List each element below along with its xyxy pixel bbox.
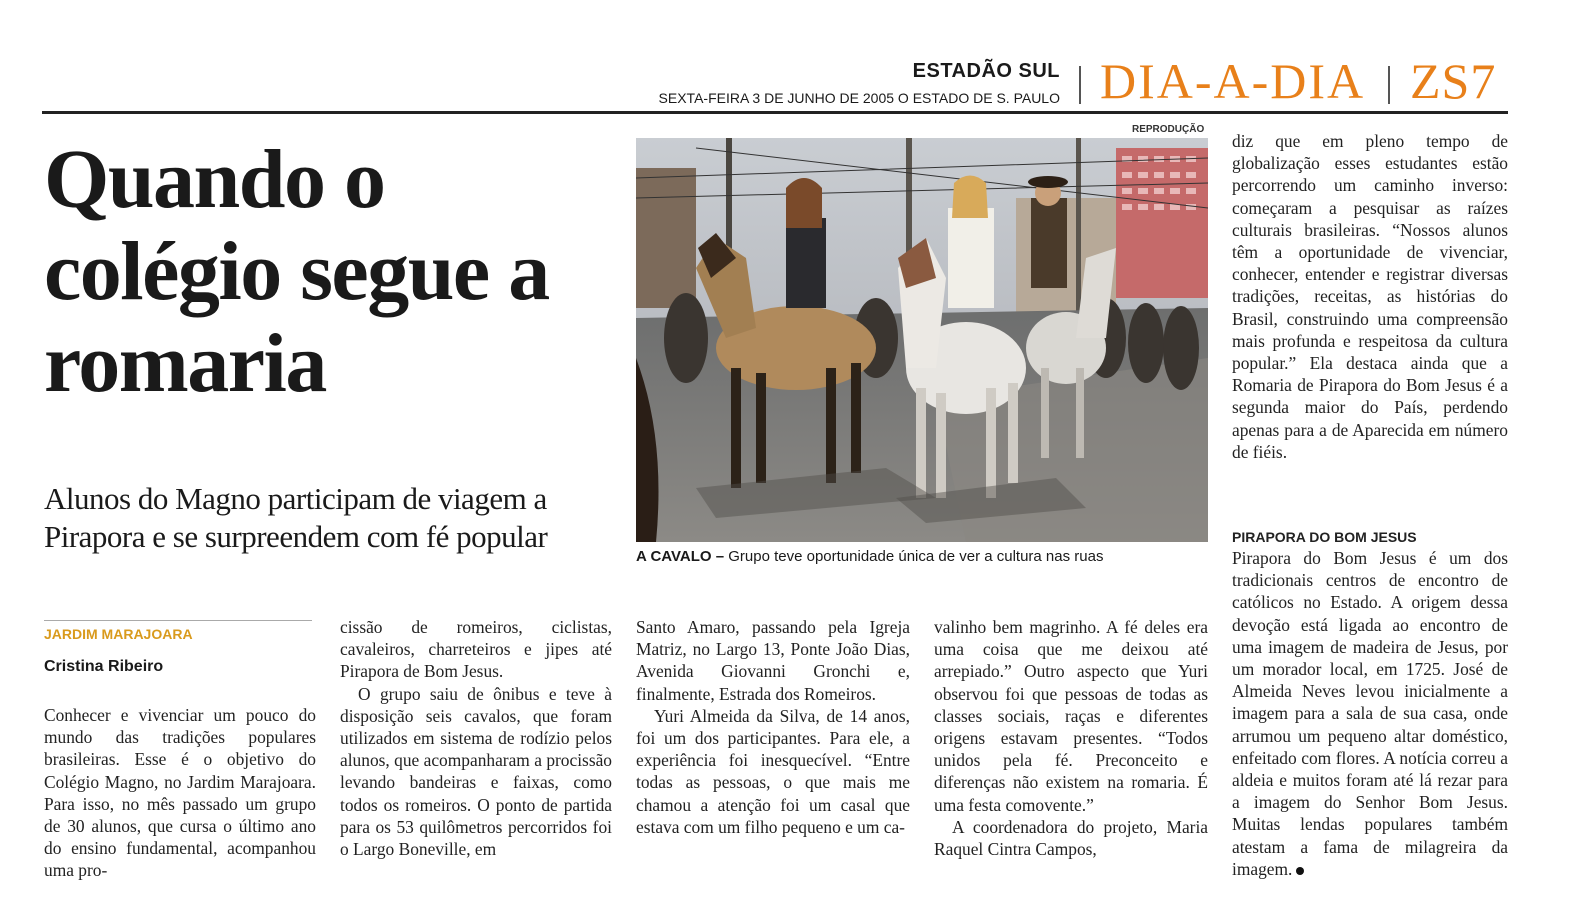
date-line: SEXTA-FEIRA 3 DE JUNHO DE 2005 O ESTADO DE S. PAULO — [658, 90, 1060, 106]
top-rule — [42, 111, 1508, 114]
section-name: ESTADÃO SUL — [912, 60, 1060, 82]
kicker-rule — [44, 620, 312, 621]
paragraph-text: Pirapora do Bom Jesus é um dos tradicionais centros de encontro de católicos no Estado. A origem dessa devoção está ligada ao encontro de uma imagem de madeira de Jesus, por um morador local, em 1725. José de Almeida Neves levou inicialmente a imagem para a sala de sua casa, onde arrumou um pequeno altar doméstico, enfeitado com flores. A notícia correu a aldeia e muitos foram até lá rezar para a imagem do Senhor Bom Jesus. Muitas lendas populares também atestam a fama de milagreira da imagem. — [1232, 548, 1508, 879]
sidebar-box — [1232, 528, 1508, 880]
body-column-1 — [44, 704, 316, 882]
paragraph: cissão de romeiros, ciclistas, cavaleiros, charreteiros e jipes até Pirapora de Bom Jesus. — [340, 617, 612, 682]
location-kicker: JARDIM MARAJOARA — [44, 626, 193, 642]
page-number: ZS7 — [1410, 53, 1497, 109]
photo-caption — [636, 548, 1216, 565]
body-column-3 — [636, 616, 910, 838]
author-byline: Cristina Ribeiro — [44, 658, 164, 675]
paragraph: A coordenadora do projeto, Maria Raquel Cintra Campos, — [934, 816, 1208, 860]
body-column-5 — [1232, 130, 1508, 463]
body-column-2 — [340, 616, 612, 860]
paragraph: O grupo saiu de ônibus e teve à disposição seis cavalos, que foram utilizados em sistema de rodízio pelos alunos, que acompanharam a procissão levando bandeiras e faixas, como todos os romeiros. O ponto de partida para os 53 quilômetros percorridos foi o Largo Boneville, em — [340, 683, 612, 860]
photo-credit: REPRODUÇÃO — [1132, 124, 1205, 135]
paragraph — [1232, 547, 1508, 880]
body-column-4 — [934, 616, 1208, 860]
caption-text: Grupo teve oportunidade única de ver a cultura nas ruas — [724, 548, 1104, 565]
section-subheading: PIRAPORA DO BOM JESUS — [1232, 529, 1417, 545]
paragraph: Conhecer e vivenciar um pouco do mundo das tradições populares brasileiras. Esse é o objetivo do Colégio Magno, no Jardim Marajoara. Para isso, no mês passado um grupo de 30 alunos, que cursa o último ano do ensino fundamental, acompanhou uma pro- — [44, 705, 316, 881]
masthead-divider — [1079, 66, 1081, 104]
subheadline: Alunos do Magno participam de viagem a Pirapora e se surpreendem com fé popular — [44, 481, 548, 554]
paragraph: Yuri Almeida da Silva, de 14 anos, foi um dos participantes. Para ele, a experiência foi inesquecível. “Entre todas as pessoas, o que mais me chamou a atenção foi um casal que estava com um filho pequeno e um ca- — [636, 705, 910, 837]
paragraph: valinho bem magrinho. A fé deles era uma coisa que me deixou até arrepiado.” Outro aspecto que Yuri observou foi que pessoas de todas as classes sociais, raças e diferentes origens estavam presentes. “Todos unidos pela fé. Preconceito e diferenças não existem na romaria. É uma festa comovente.” — [934, 617, 1208, 815]
paragraph: diz que em pleno tempo de globalização esses estudantes estão percorrendo um caminho inverso: começaram a pesquisar as raízes culturais brasileiras. “Nossos alunos têm a oportunidade de vivenciar, conhecer, entender e registrar diversas tradições, receitas, as histórias do Brasil, construindo uma compreensão mais profunda e respeitosa da cultura popular.” Ela destaca ainda que a Romaria de Pirapora do Bom Jesus é a segunda maior do País, perdendo apenas para a de Aparecida em número de fiéis. — [1232, 131, 1508, 462]
photo-horse-procession — [636, 138, 1208, 542]
supplement-title: DIA-A-DIA — [1100, 53, 1366, 109]
headline: Quando o colégio segue a romaria — [44, 133, 549, 410]
end-mark-icon — [1296, 867, 1304, 875]
masthead-divider — [1388, 66, 1390, 104]
paragraph: Santo Amaro, passando pela Igreja Matriz, no Largo 13, Ponte João Dias, Avenida Giovanni Gronchi e, finalmente, Estrada dos Romeiros. — [636, 617, 910, 704]
caption-lead: A CAVALO – — [636, 548, 725, 565]
